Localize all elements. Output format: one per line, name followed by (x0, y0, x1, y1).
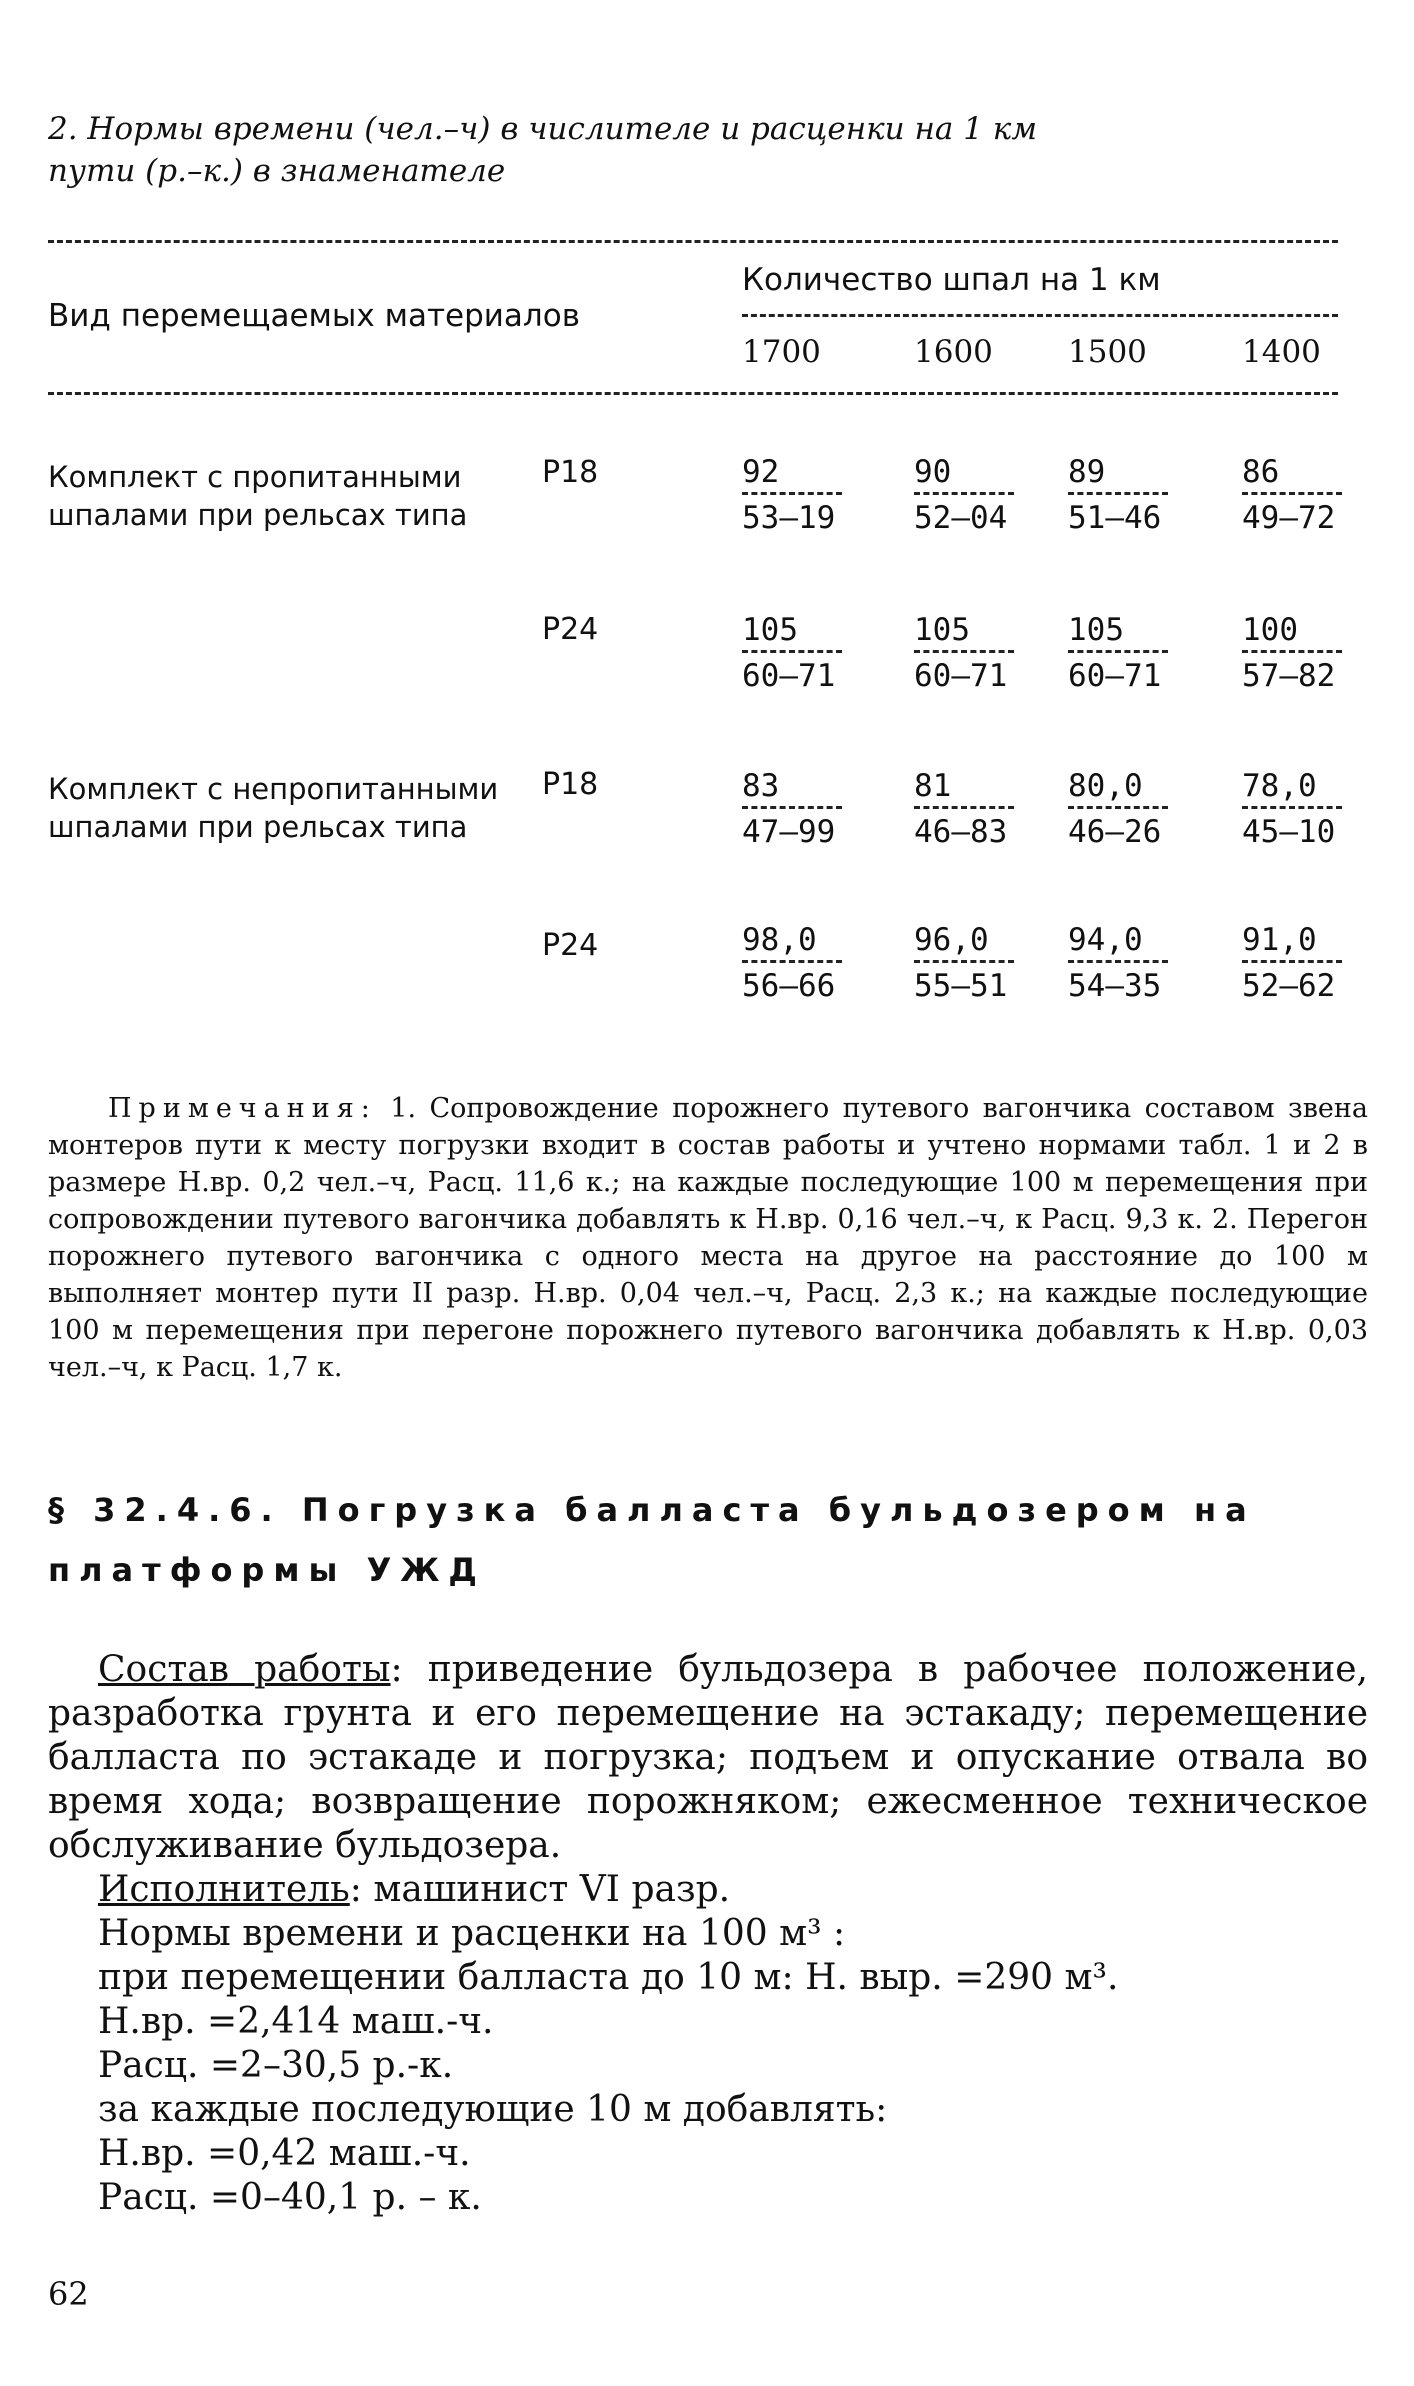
rate: 51–46 (1068, 500, 1162, 536)
executor-line (48, 1868, 1368, 1912)
time-norm: 94,0 (1068, 920, 1168, 963)
rate: 60–71 (914, 658, 1008, 694)
time-norm: 81 (914, 766, 1014, 809)
time-norm: 91,0 (1242, 920, 1342, 963)
executor-label: Исполнитель (98, 1869, 350, 1910)
norm-line: Расц. =0–40,1 р. – к. (98, 2177, 482, 2218)
time-norm: 92 (742, 452, 842, 495)
sleeper-count-1700: 1700 (742, 334, 821, 370)
header-sub-rule (742, 314, 1338, 317)
rate: 56–66 (742, 968, 836, 1004)
rate: 60–71 (742, 658, 836, 694)
notes-label: Примечания: (108, 1093, 377, 1124)
table-cell (742, 610, 872, 695)
time-norm: 83 (742, 766, 842, 809)
time-norm: 90 (914, 452, 1014, 495)
material-group-non-impregnated: Комплект с непропитанными шпалами при рельсах типа (48, 772, 499, 844)
norms-heading: Нормы времени и расценки на 100 м³ : (98, 1913, 846, 1954)
page-number: 62 (48, 2275, 89, 2313)
rate: 54–35 (1068, 968, 1162, 1004)
time-norm: 98,0 (742, 920, 842, 963)
table-cell (1242, 610, 1372, 695)
sleeper-count-1400: 1400 (1242, 334, 1321, 370)
rate: 57–82 (1242, 658, 1336, 694)
time-norm: 105 (914, 610, 1014, 653)
table-cell (1068, 452, 1198, 537)
table-cell (1068, 610, 1198, 695)
rate: 47–99 (742, 814, 836, 850)
time-norm: 80,0 (1068, 766, 1168, 809)
sleeper-count-1500: 1500 (1068, 334, 1147, 370)
time-norm: 96,0 (914, 920, 1014, 963)
table-cell (1242, 920, 1372, 1005)
rail-type-label: Р24 (542, 612, 599, 647)
notes-paragraph (48, 1090, 1368, 1386)
norm-line: Н.вр. =2,414 маш.-ч. (98, 2001, 494, 2042)
time-norm: 89 (1068, 452, 1168, 495)
norm-line: Расц. =2–30,5 р.-к. (98, 2045, 454, 2086)
norm-line: при перемещении балласта до 10 м: Н. выр. =290 м³. (98, 1957, 1119, 1998)
header-bottom-rule (48, 392, 1338, 395)
rate: 49–72 (1242, 500, 1336, 536)
rate: 52–04 (914, 500, 1008, 536)
table-cell (914, 920, 1044, 1005)
table-cell (742, 452, 872, 537)
executor-text: : машинист VI разр. (349, 1869, 731, 1910)
time-norm: 78,0 (1242, 766, 1342, 809)
norm-line: за каждые последующие 10 м добавлять: (98, 2089, 888, 2130)
time-norm: 105 (1068, 610, 1168, 653)
rate: 60–71 (1068, 658, 1162, 694)
rate: 45–10 (1242, 814, 1336, 850)
rate: 55–51 (914, 968, 1008, 1004)
table-caption: 2. Нормы времени (чел.–ч) в числителе и расценки на 1 км пути (р.–к.) в знаменателе (48, 111, 1038, 189)
table-cell (742, 920, 872, 1005)
rate: 46–26 (1068, 814, 1162, 850)
material-group-impregnated: Комплект с пропитанными шпалами при рельсах типа (48, 460, 468, 532)
time-norm: 105 (742, 610, 842, 653)
work-description (48, 1648, 1368, 2220)
time-norm: 100 (1242, 610, 1342, 653)
table-cell (742, 766, 872, 851)
sleeper-count-1600: 1600 (914, 334, 993, 370)
section-heading: § 32.4.6. Погрузка балласта бульдозером на платформы УЖД (48, 1491, 1256, 1589)
material-column-header: Вид перемещаемых материалов (48, 298, 580, 334)
rate: 46–83 (914, 814, 1008, 850)
table-cell (1068, 766, 1198, 851)
table-cell (1068, 920, 1198, 1005)
table-cell (914, 452, 1044, 537)
composition-text: : приведение бульдозера в рабочее положение, разработка грунта и его перемещение на эстакаду; перемещение балласта по эстакаде и погрузка; подъем и опускание отвала во время хода; возвращение порожняком; ежесменное техническое обслуживание бульдозера. (48, 1649, 1368, 1866)
rate: 52–62 (1242, 968, 1336, 1004)
norm-line: Н.вр. =0,42 маш.-ч. (98, 2133, 471, 2174)
rate: 53–19 (742, 500, 836, 536)
composition-label: Состав работы (98, 1649, 391, 1690)
table-cell (1242, 766, 1372, 851)
rail-type-label: Р18 (542, 767, 599, 802)
table-top-rule (48, 240, 1338, 243)
work-composition (48, 1648, 1368, 1868)
table-cell (1242, 452, 1372, 537)
time-norm: 86 (1242, 452, 1342, 495)
notes-text: 1. Сопровождение порожнего путевого вагончика составом звена монтеров пути к месту погрузки входит в состав работы и учтено нормами табл. 1 и 2 в размере Н.вр. 0,2 чел.–ч, Расц. 11,6 к.; на каждые последующие 100 м перемещения при сопровождении путевого вагончика добавлять к Н.вр. 0,16 чел.–ч, к Расц. 9,3 к. 2. Перегон порожнего путевого вагончика с одного места на другое на расстояние до 100 м выполняет монтер пути II разр. Н.вр. 0,04 чел.–ч, Расц. 2,3 к.; на каждые последующие 100 м перемещения при перегоне порожнего путевого вагончика добавлять к Н.вр. 0,03 чел.–ч, к Расц. 1,7 к. (48, 1093, 1368, 1383)
sleeper-count-header: Количество шпал на 1 км (742, 262, 1161, 298)
table-cell (914, 766, 1044, 851)
rail-type-label: Р18 (542, 455, 599, 490)
table-cell (914, 610, 1044, 695)
rail-type-label: Р24 (542, 928, 599, 963)
